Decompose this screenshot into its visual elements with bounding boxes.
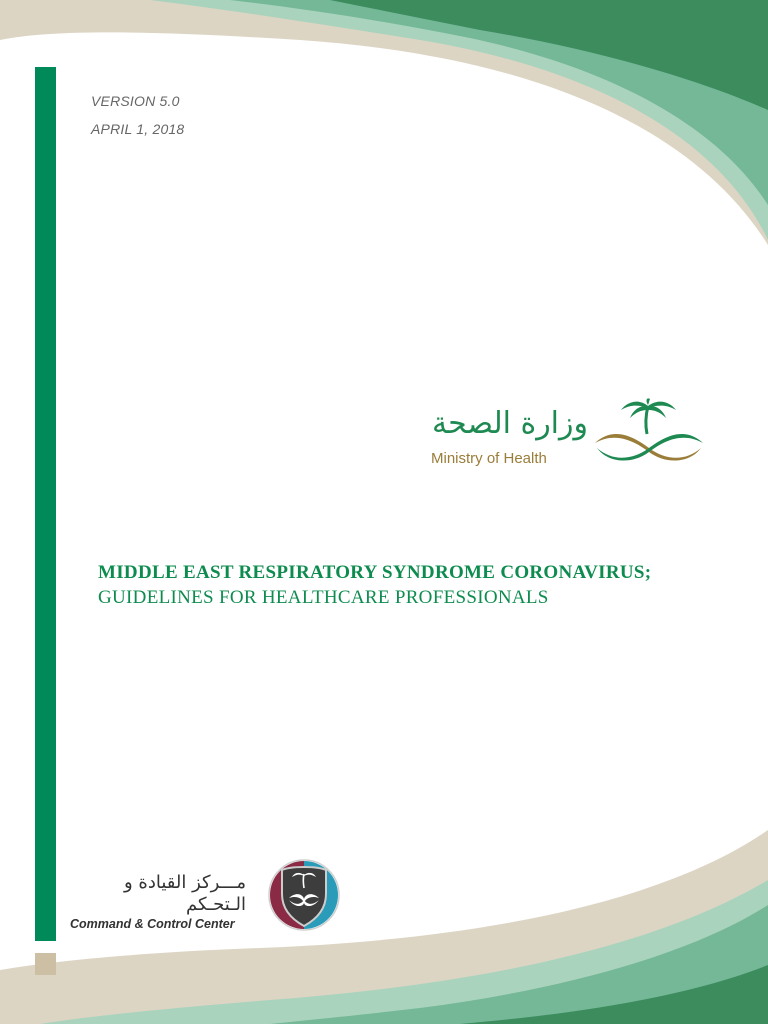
command-center-english-name: Command & Control Center bbox=[70, 917, 235, 931]
title-line-1: MIDDLE EAST RESPIRATORY SYNDROME CORONAVIRUS; bbox=[98, 562, 652, 583]
title-line-2: GUIDELINES FOR HEALTHCARE PROFESSIONALS bbox=[98, 587, 549, 608]
document-version: VERSION 5.0 bbox=[91, 93, 180, 109]
moh-palm-emblem-icon bbox=[593, 398, 705, 470]
moh-arabic-name: وزارة الصحة bbox=[432, 406, 588, 441]
command-center-text bbox=[70, 872, 260, 931]
document-title bbox=[98, 561, 738, 610]
document-date: APRIL 1, 2018 bbox=[91, 121, 185, 137]
left-accent-square bbox=[35, 953, 56, 975]
left-accent-bar bbox=[35, 67, 56, 941]
moh-english-name: Ministry of Health bbox=[431, 450, 547, 467]
command-center-shield-icon bbox=[267, 858, 341, 932]
command-center-arabic-name: مـــركز القيادة و الـتحـكم bbox=[124, 872, 246, 915]
ministry-of-health-logo bbox=[428, 398, 708, 478]
